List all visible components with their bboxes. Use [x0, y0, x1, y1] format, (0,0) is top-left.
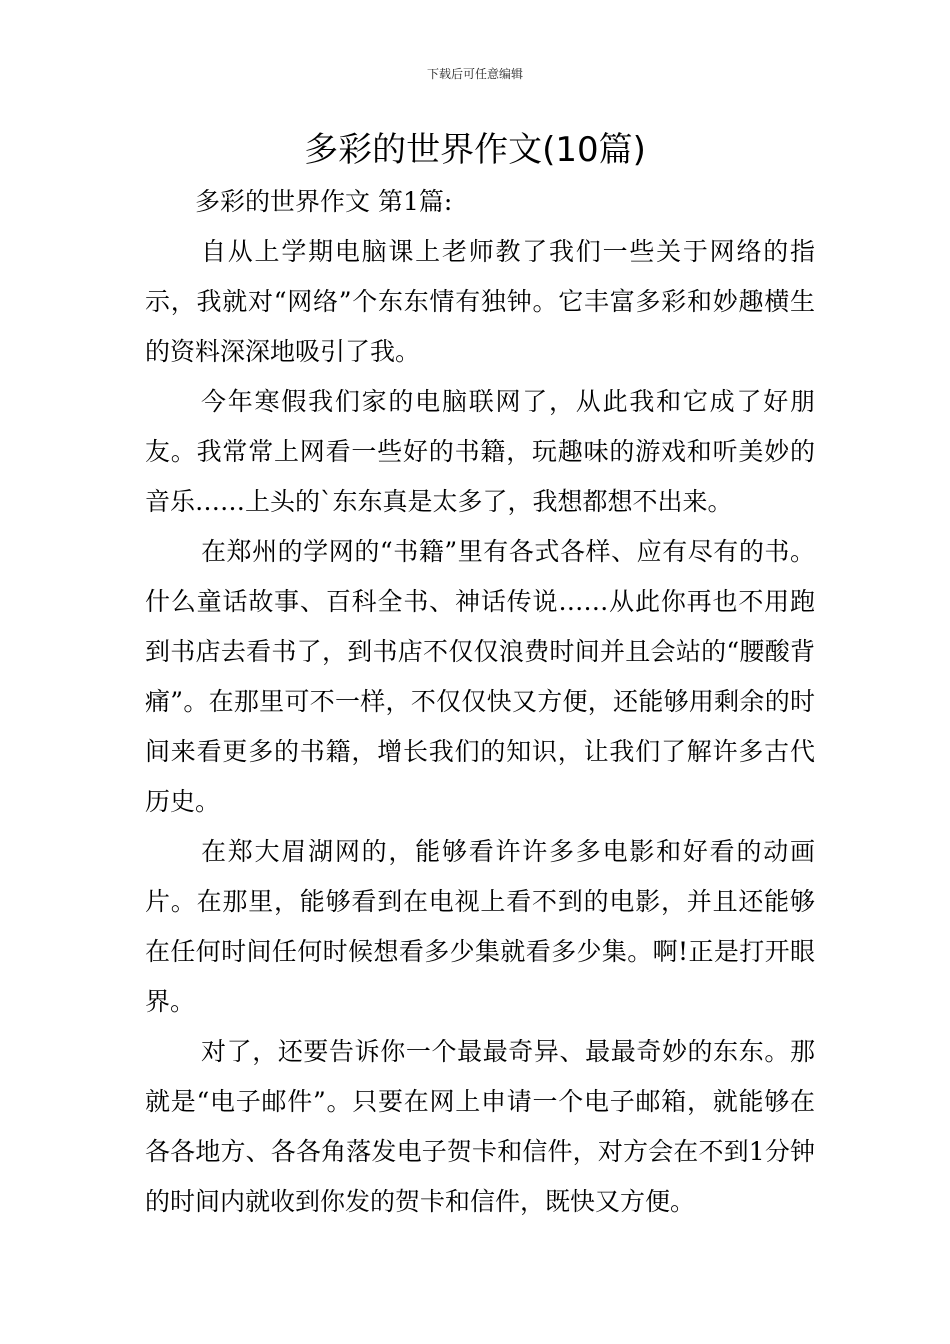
paragraph: 今年寒假我们家的电脑联网了，从此我和它成了好朋友。我常常上网看一些好的书籍，玩趣味的游戏和听美妙的音乐……上头的`东东真是太多了，我想都想不出来。 — [145, 387, 815, 516]
paragraph: 自从上学期电脑课上老师教了我们一些关于网络的指示，我就对“网络”个东东情有独钟。它丰富多彩和妙趣横生的资料深深地吸引了我。 — [145, 237, 815, 366]
paragraph: 在郑大眉湖网的，能够看许许多多电影和好看的动画片。在那里，能够看到在电视上看不到的电影，并且还能够在任何时间任何时候想看多少集就看多少集。啊!正是打开眼界。 — [145, 837, 815, 1016]
section-subheading: 多彩的世界作文 第1篇: — [195, 187, 453, 216]
paragraph: 对了，还要告诉你一个最最奇异、最最奇妙的东东。那就是“电子邮件”。只要在网上申请一个电子邮箱，就能够在各各地方、各各角落发电子贺卡和信件，对方会在不到1分钟的时间内就收到你发的贺卡和信件，既快又方便。 — [145, 1037, 815, 1216]
article-body — [145, 177, 815, 1227]
document-title: 多彩的世界作文(10篇) — [304, 130, 646, 170]
paragraph: 在郑州的学网的“书籍”里有各式各样、应有尽有的书。什么童话故事、百科全书、神话传说……从此你再也不用跑到书店去看书了，到书店不仅仅浪费时间并且会站的“腰酸背痛”。在那里可不一样，不仅仅快又方便，还能够用剩余的时间来看更多的书籍，增长我们的知识，让我们了解许多古代历史。 — [145, 537, 815, 816]
header-note: 下载后可任意编辑 — [426, 67, 523, 81]
